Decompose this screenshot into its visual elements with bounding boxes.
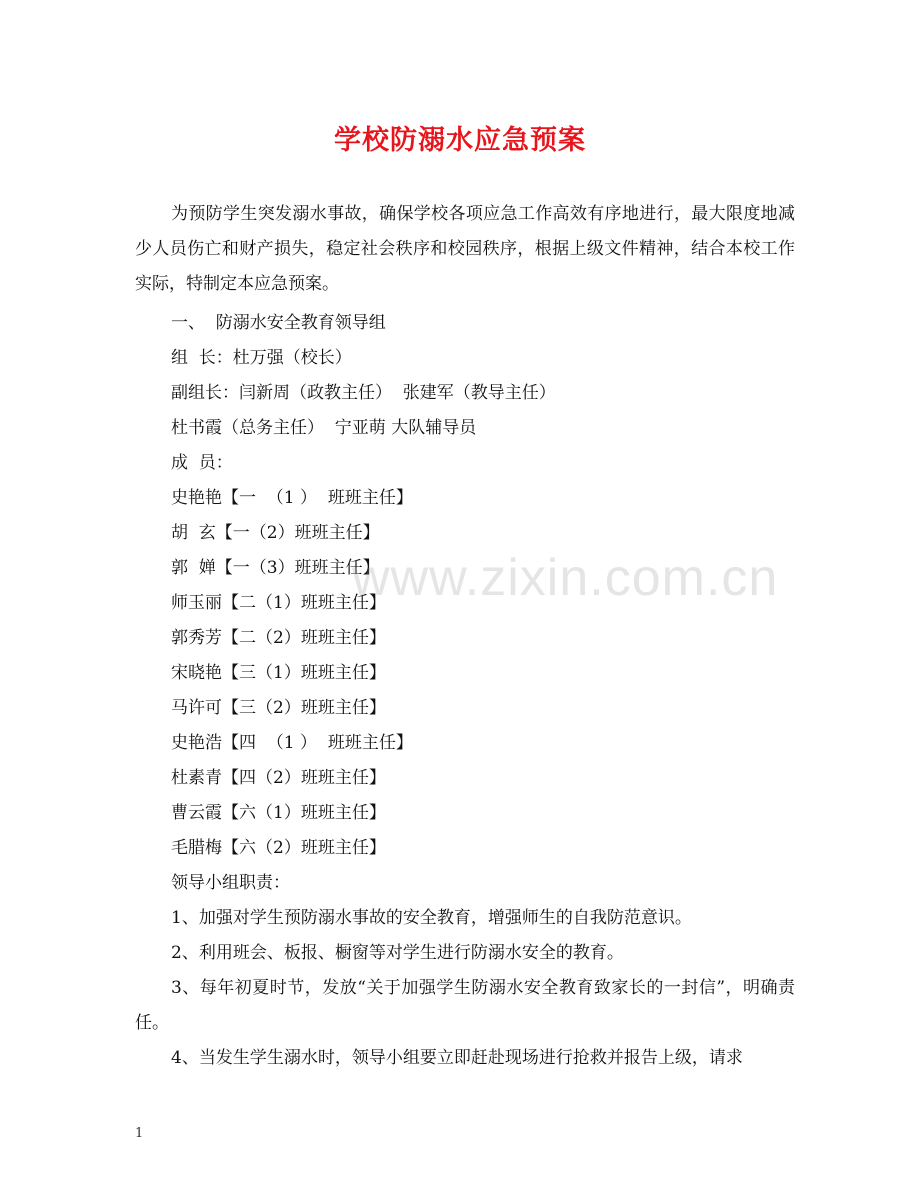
member-item: 曹云霞【六（1）班班主任】 — [171, 803, 386, 823]
document-title: 学校防溺水应急预案 — [334, 125, 586, 156]
intro-paragraph: 为预防学生突发溺水事故，确保学校各项应急工作高效有序地进行，最大限度地减少人员伤亡和财产损失，稳定社会秩序和校园秩序，根据上级文件精神，结合本校工作实际，特制定本应急预案。 — [135, 204, 795, 294]
duty-item: 1、加强对学生预防溺水事故的安全教育，增强师生的自我防范意识。 — [171, 908, 692, 928]
member-item: 师玉丽【二（1）班班主任】 — [171, 593, 386, 613]
section-heading: 一、 防溺水安全教育领导组 — [171, 313, 386, 333]
member-item: 宋晓艳【三（1）班班主任】 — [171, 663, 386, 683]
duties-label: 领导小组职责： — [171, 873, 290, 893]
members-label: 成 员： — [171, 453, 233, 473]
member-item: 胡 玄【一（2）班班主任】 — [171, 523, 380, 543]
member-item: 杜素青【四（2）班班主任】 — [171, 768, 386, 788]
deputy-line: 副组长：闫新周（政教主任） 张建军（教导主任） — [171, 383, 556, 403]
member-item: 郭 婵【一（3）班班主任】 — [171, 558, 380, 578]
member-item: 毛腊梅【六（2）班班主任】 — [171, 838, 386, 858]
leader-line: 组 长：杜万强（校长） — [171, 348, 352, 368]
member-item: 马许可【三（2）班班主任】 — [171, 698, 386, 718]
member-item: 郭秀芳【二（2）班班主任】 — [171, 628, 386, 648]
member-item: 史艳浩【四 （1 ） 班班主任】 — [171, 733, 413, 753]
duty-item: 2、利用班会、板报、橱窗等对学生进行防溺水安全的教育。 — [171, 943, 624, 963]
deputy-continued-line: 杜书霞（总务主任） 宁亚萌 大队辅导员 — [171, 418, 477, 438]
duty-item: 4、当发生学生溺水时，领导小组要立即赶赴现场进行抢救并报告上级，请求 — [171, 1048, 743, 1068]
member-item: 史艳艳【一 （1 ） 班班主任】 — [171, 488, 413, 508]
watermark-text: www.zixin.com.cn — [352, 549, 779, 607]
duty-item: 3、每年初夏时节，发放“关于加强学生防溺水安全教育致家长的一封信”，明确责任。 — [135, 978, 795, 1033]
page-number: 1 — [135, 1126, 144, 1141]
